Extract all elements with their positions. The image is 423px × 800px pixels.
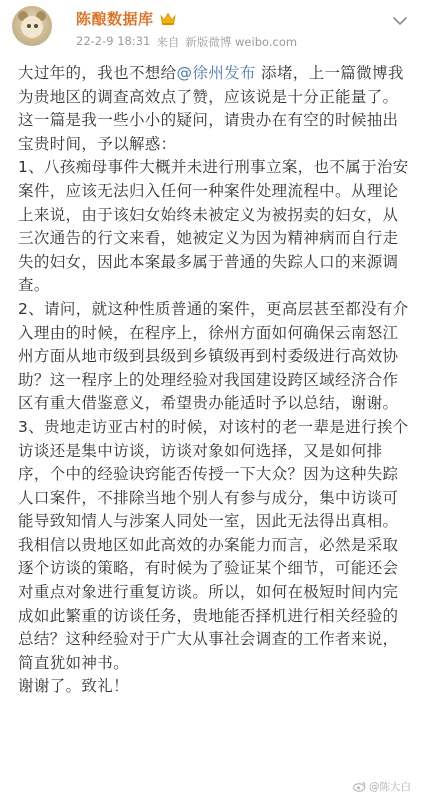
chevron-down-icon[interactable] <box>391 12 409 30</box>
closing-line: 谢谢了。致礼！ <box>18 677 129 696</box>
weibo-logo-icon <box>353 781 366 792</box>
avatar-eye-right <box>34 24 38 28</box>
avatar-face <box>21 16 43 38</box>
source-prefix: 来自 <box>156 35 180 49</box>
avatar[interactable] <box>12 6 52 46</box>
avatar-eye-left <box>27 24 31 28</box>
paragraph-2: 2、请问，就这种性质普通的案件，更高层甚至都没有介入理由的时候，在程序上，徐州方面如何确保云南怒江州方面从地市级到县级到乡镇级再到村委级进行高效协助？这一程序上的处理经验对我国建设跨区域经济合作区有重大借鉴意义，希望贵办能适时予以总结，谢谢。 <box>18 299 409 413</box>
vip-crown-icon <box>160 12 176 26</box>
paragraph-3: 3、贵地走访亚古村的时候，对该村的老一辈是进行挨个访谈还是集中访谈，访谈对象如何选择，又是如何排序，个中的经验诀窍能否传授一下大众？因为这种失踪人口案件，不排除当地个别人有参与成分，集中访谈可能导致知情人与涉案人同处一室，因此无法得出真相。我相信以贵地区如此高效的办案能力而言，必然是采取逐个访谈的策略，有时候为了验证某个细节，可能还会对重点对象进行重复访谈。所以，如何在极短时间内完成如此繁重的访谈任务，贵地能否择机进行相关经验的总结？这种经验对于广大从事社会调查的工作者来说，简直犹如神书。 <box>18 417 409 672</box>
intro-text: 大过年的，我也不想给 <box>18 64 177 82</box>
post-meta <box>76 34 297 50</box>
author-name[interactable]: 陈酿数据库 <box>76 10 154 28</box>
intro-text-continued: 添堵，上一篇微博我为贵地区的调查高效点了赞，应该说是十分正能量了。这一篇是我一些小小的疑问，请贵办在有空的时候抽出宝贵时间，予以解惑： <box>18 64 404 153</box>
watermark-handle: @陈大白 <box>369 781 411 793</box>
mention-link[interactable]: @徐州发布 <box>176 64 256 82</box>
paragraph-1: 1、八孩痴母事件大概并未进行刑事立案，也不属于治安案件，应该无法归入任何一种案件处理流程中。从理论上来说，由于该妇女始终未被定义为被拐卖的妇女，从三次通告的行文来看，她被定义为因为精神病而自行走失的妇女，因此本案最多属于普通的失踪人口的来源调查。 <box>18 158 409 295</box>
post-intro <box>18 62 410 156</box>
post-header <box>0 0 423 58</box>
post-timestamp: 22-2-9 18:31 <box>76 34 151 48</box>
post-body <box>18 62 410 699</box>
author-row <box>76 8 176 29</box>
watermark <box>353 779 411 794</box>
post-source[interactable]: 新版微博 weibo.com <box>185 35 298 49</box>
